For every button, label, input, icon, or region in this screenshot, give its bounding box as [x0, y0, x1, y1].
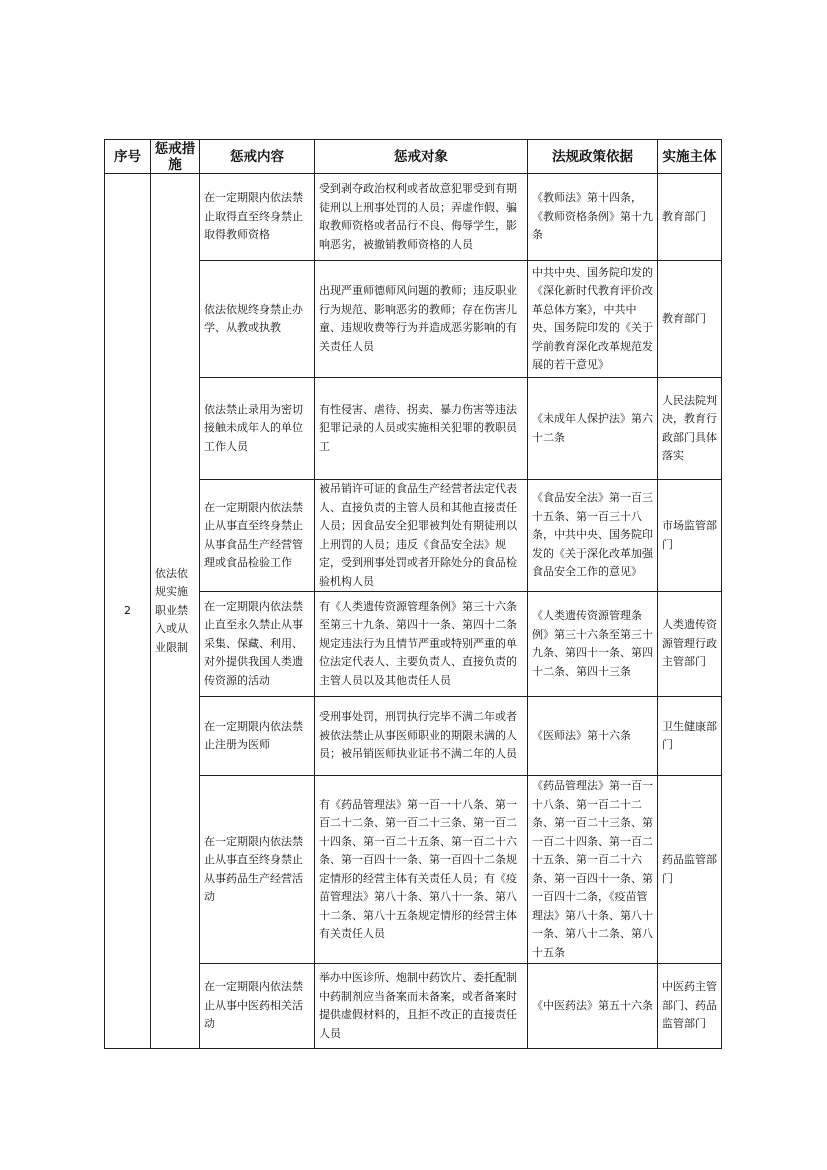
row-seq: 2: [105, 174, 151, 1049]
row-agency: 药品监管部门: [658, 776, 722, 964]
row-content: 依法禁止录用为密切接触未成年人的单位工作人员: [200, 378, 315, 480]
row-agency: 中医药主管部门、药品监管部门: [658, 964, 722, 1049]
header-seq: 序号: [105, 140, 151, 174]
row-target: 有性侵害、虐待、拐卖、暴力伤害等违法犯罪记录的人员或实施相关犯罪的教职员工: [315, 378, 528, 480]
row-agency: 人民法院判决，教育行政部门具体落实: [658, 378, 722, 480]
row-agency: 教育部门: [658, 261, 722, 378]
row-agency: 人类遗传资源管理行政主管部门: [658, 592, 722, 697]
header-agency: 实施主体: [658, 140, 722, 174]
row-agency: 市场监管部门: [658, 480, 722, 592]
row-target: 有《人类遗传资源管理条例》第三十六条至第三十九条、第四十一条、第四十二条规定违法行为且情节严重或特别严重的单位法定代表人、主要负责人、直接负责的主管人员以及其他责任人员: [315, 592, 528, 697]
row-target: 出现严重师德师风问题的教师；违反职业行为规范、影响恶劣的教师；存在伤害儿童、违规收费等行为并造成恶劣影响的有关责任人员: [315, 261, 528, 378]
row-content: 在一定期限内依法禁止取得直至终身禁止取得教师资格: [200, 174, 315, 261]
row-target: 受到剥夺政治权利或者故意犯罪受到有期徒刑以上刑事处罚的人员；弄虚作假、骗取教师资格或者品行不良、侮辱学生，影响恶劣，被撤销教师资格的人员: [315, 174, 528, 261]
row-agency: 教育部门: [658, 174, 722, 261]
row-basis: 《医师法》第十六条: [528, 697, 658, 776]
row-basis: 《中医药法》第五十六条: [528, 964, 658, 1049]
row-target: 受刑事处罚，刑罚执行完毕不满二年或者被依法禁止从事医师职业的期限未满的人员；被吊销医师执业证书不满二年的人员: [315, 697, 528, 776]
row-content: 在一定期限内依法禁止从事直至终身禁止从事药品生产经营活动: [200, 776, 315, 964]
header-row: [105, 140, 722, 174]
row-content: 在一定期限内依法禁止从事中医药相关活动: [200, 964, 315, 1049]
row-agency: 卫生健康部门: [658, 697, 722, 776]
row-basis: 中共中央、国务院印发的《深化新时代教育评价改革总体方案》，中共中央、国务院印发的《关于学前教育深化改革规范发展的若干意见》: [528, 261, 658, 378]
row-content: 在一定期限内依法禁止注册为医师: [200, 697, 315, 776]
punishment-table: [104, 139, 722, 1049]
row-basis: 《人类遗传资源管理条例》第三十六条至第三十九条、第四十一条、第四十二条、第四十三条: [528, 592, 658, 697]
row-basis: 《食品安全法》第一百三十五条、第一百三十八条，中共中央、国务院印发的《关于深化改革加强食品安全工作的意见》: [528, 480, 658, 592]
row-content: 在一定期限内依法禁止直至永久禁止从事采集、保藏、利用、对外提供我国人类遗传资源的活动: [200, 592, 315, 697]
row-basis: 《教师法》第十四条，《教师资格条例》第十九条: [528, 174, 658, 261]
row-target: 有《药品管理法》第一百一十八条、第一百二十二条、第一百二十三条、第一百二十四条、第一百二十五条、第一百二十六条、第一百四十一条、第一百四十二条规定情形的经营主体有关责任人员；有《疫苗管理法》第八十条、第八十一条、第八十二条、第八十五条规定情形的经营主体有关责任人员: [315, 776, 528, 964]
header-basis: 法规政策依据: [528, 140, 658, 174]
row-basis: 《药品管理法》第一百一十八条、第一百二十二条、第一百二十三条、第一百二十四条、第一百二十五条、第一百二十六条、第一百四十一条、第一百四十二条，《疫苗管理法》第八十条、第八十一条、第八十二条、第八十五条: [528, 776, 658, 964]
row-basis: 《未成年人保护法》第六十二条: [528, 378, 658, 480]
header-target: 惩戒对象: [315, 140, 528, 174]
row-target: 举办中医诊所、炮制中药饮片、委托配制中药制剂应当备案而未备案，或者备案时提供虚假材料的，且拒不改正的直接责任人员: [315, 964, 528, 1049]
header-measure: 惩戒措施: [151, 140, 200, 174]
row-target: 被吊销许可证的食品生产经营者法定代表人、直接负责的主管人员和其他直接责任人员；因食品安全犯罪被判处有期徒刑以上刑罚的人员；违反《食品安全法》规定，受到刑事处罚或者开除处分的食品检验机构人员: [315, 480, 528, 592]
row-content: 在一定期限内依法禁止从事直至终身禁止从事食品生产经营管理或食品检验工作: [200, 480, 315, 592]
header-content: 惩戒内容: [200, 140, 315, 174]
row-content: 依法依规终身禁止办学、从教或执教: [200, 261, 315, 378]
row-measure: 依法依规实施职业禁入或从业限制: [151, 174, 200, 1049]
table-row: [105, 174, 722, 261]
